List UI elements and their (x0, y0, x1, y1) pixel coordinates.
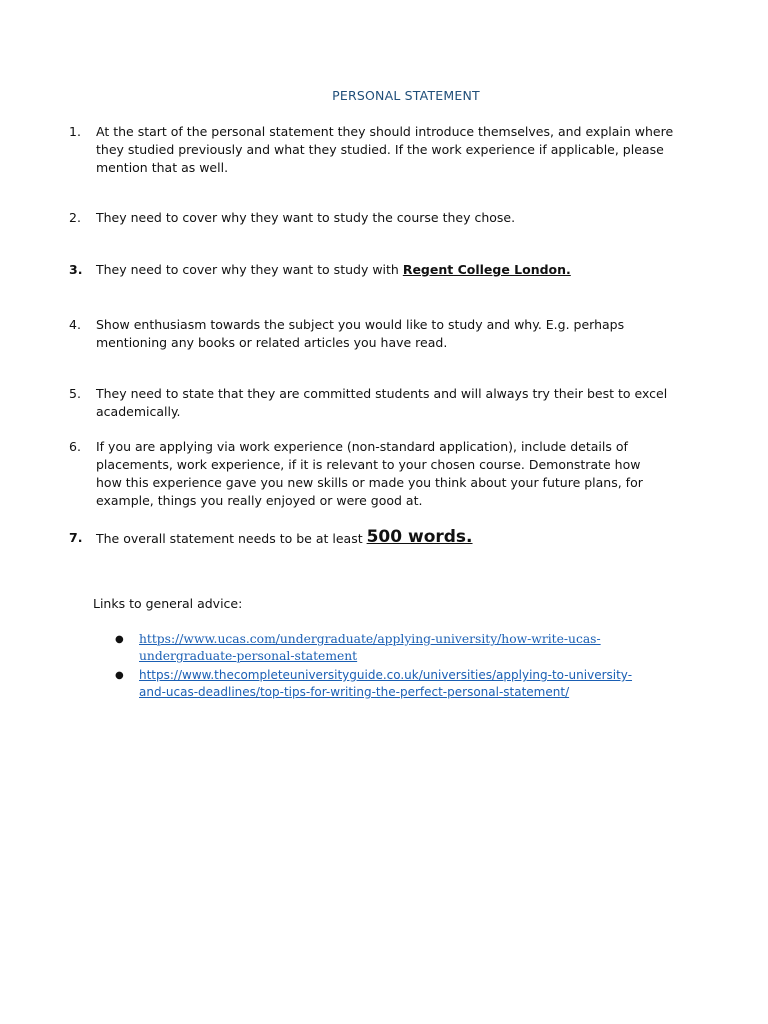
list-item-text (96, 261, 689, 279)
list-item-text: Show enthusiasm towards the subject you would like to study and why. E.g. perhaps mentioning any books or related articles you have read. (96, 317, 625, 350)
link-url[interactable]: https://www.ucas.com/undergraduate/applying-university/how-write-ucas- undergraduate-personal-statement (139, 632, 601, 663)
list-item-3 (69, 261, 689, 279)
list-item-text: They need to state that they are committed students and will always try their best to excel academically. (96, 386, 668, 419)
link-url[interactable]: https://www.thecompleteuniversityguide.co.uk/universities/applying-to-university- and-ucas-deadlines/top-tips-for-writing-the-perfect-personal-statement/ (139, 668, 633, 699)
list-item-6 (69, 438, 689, 510)
list-item-7 (69, 529, 689, 548)
college-name-emphasis: Regent College London. (402, 262, 571, 277)
list-item-text-start: They need to cover why they want to study with (96, 262, 403, 277)
list-number: 7. (69, 530, 83, 545)
word-count-emphasis: 500 words. (366, 527, 473, 547)
list-item-text: If you are applying via work experience (non-standard application), include details of placements, work experience, if it is relevant to your chosen course. Demonstrate how how this experience gave you new skills or made you think about your future plans, for example, things you really enjoyed or were good at. (96, 439, 643, 508)
list-item-2 (69, 209, 689, 227)
list-number: 6. (69, 439, 81, 454)
advice-link-2[interactable] (115, 667, 675, 701)
list-item-text: They need to cover why they want to study the course they chose. (96, 210, 516, 225)
list-item-5 (69, 385, 689, 421)
links-heading: Links to general advice: (93, 596, 243, 611)
advice-link-1[interactable] (115, 631, 675, 665)
list-item-text: At the start of the personal statement they should introduce themselves, and explain where they studied previously and what they studied. If the work experience if applicable, please mention that as well. (96, 124, 674, 175)
list-number: 5. (69, 386, 81, 401)
list-item-text (96, 529, 689, 548)
list-number: 2. (69, 210, 81, 225)
list-item-text-start: The overall statement needs to be at least (96, 531, 367, 546)
list-number: 3. (69, 262, 83, 277)
list-number: 4. (69, 317, 81, 332)
list-item-4 (69, 316, 689, 352)
list-number: 1. (69, 124, 81, 139)
bullet-icon: ● (115, 670, 124, 681)
bullet-icon: ● (115, 634, 124, 645)
list-item-1 (69, 123, 689, 177)
page-title: PERSONAL STATEMENT (332, 88, 480, 103)
